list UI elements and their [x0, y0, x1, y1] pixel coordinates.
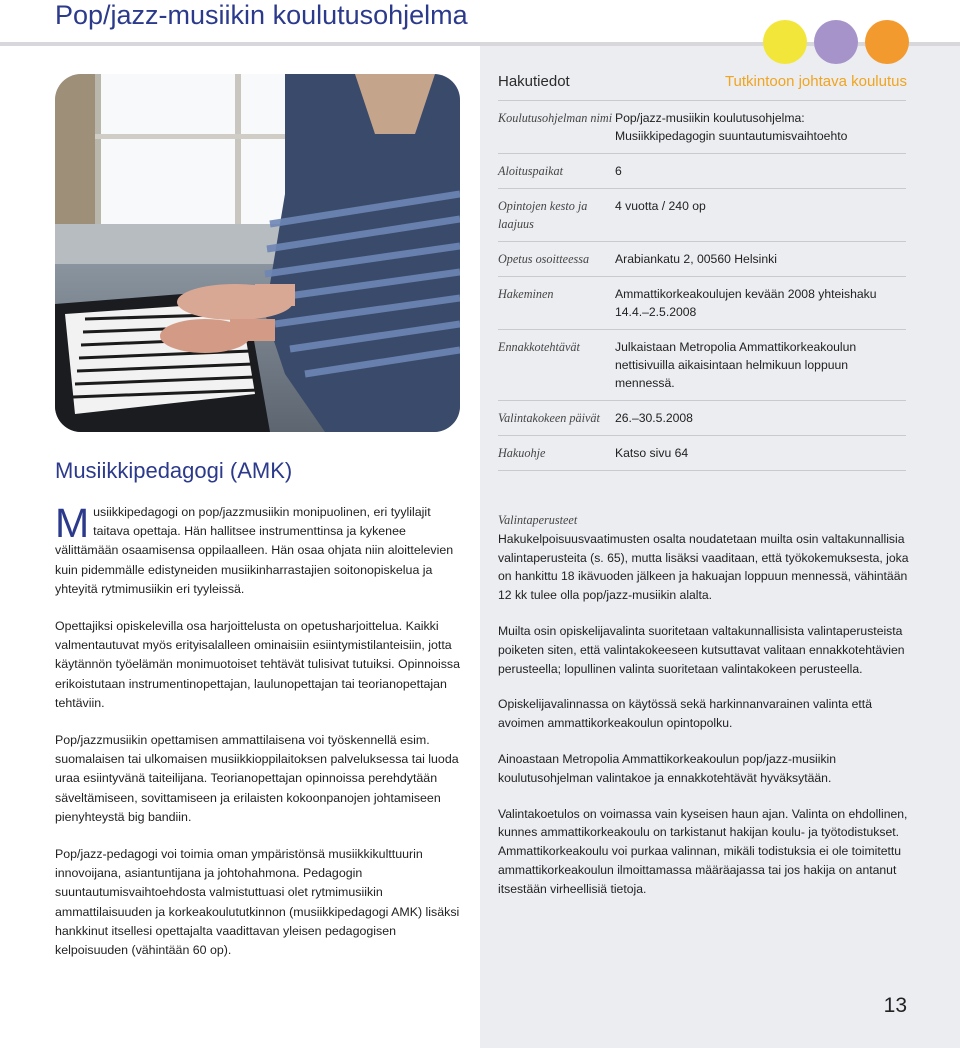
body-paragraph: Pop/jazz-pedagogi voi toimia oman ympäristönsä musiikkikulttuurin innovoijana, asiantuntijana ja johtohahmona. Pedagogin suuntautumisvaihtoehdosta valmistuttuasi olet rytmimusiikin ammattilaisuuden ja korkeakoulututkinnon (musiikkipedagogi AMK) lisäksi hankkinut itsellesi opettajalta vaadittavan yleisen pedagogisen kelpoisuuden (vähintään 60 op). [55, 847, 460, 958]
valintaperusteet-paragraph: Ainoastaan Metropolia Ammattikorkeakoulun pop/jazz-musiikin koulutusohjelman valintakoe ja ennakkotehtävät hyväksytään. [498, 751, 837, 785]
hakutiedot-subheading: Tutkintoon johtava koulutus [724, 73, 907, 90]
valintaperusteet-paragraph: Muilta osin opiskelijavalinta suoritetaan valtakunnallisista valintaperusteista poiketen siten, että valintakokeeseen kutsuttavat valitaan ennakkotehtävien perusteella; lopullinen valinta suoritetaan valintakokeen perusteella. [498, 623, 905, 676]
info-row [498, 276, 906, 329]
left-column-text [55, 500, 464, 978]
hakutiedot-table [498, 100, 906, 471]
info-key: Opetus osoitteessa [498, 252, 590, 266]
piano-photo-illustration [55, 74, 460, 432]
info-key: Opintojen kesto ja laajuus [498, 199, 588, 231]
valintaperusteet-paragraph: Opiskelijavalinnassa on käytössä sekä harkinnanvarainen valinta että avoimen ammattikorkeakoulun opintopolku. [498, 697, 872, 731]
info-row [498, 100, 906, 153]
info-key: Koulutusohjelman nimi [498, 111, 613, 125]
info-row [498, 153, 906, 188]
info-key: Valintakokeen päivät [498, 411, 600, 425]
info-value: 6 [615, 164, 622, 178]
body-paragraph: Opettajiksi opiskelevilla osa harjoittelusta on opetusharjoittelua. Kaikki valmentautuvat myös erityisalalleen ominaisiin esiintymistilanteisiin, jotta käytännön työelämän monimuotoiset tehtävät tulisivat tutuiksi. Opinnoissa erikoistutaan instrumentinopettajan, laulunopettajan tai teorianopettajan tehtäviin. [55, 619, 460, 710]
info-row [498, 241, 906, 276]
piano-photo [55, 74, 460, 432]
info-key: Hakeminen [498, 287, 554, 301]
page-title: Pop/jazz-musiikin koulutusohjelma [55, 0, 468, 30]
valintaperusteet-heading: Valintaperusteet [498, 513, 578, 527]
valintaperusteet-section [498, 511, 910, 916]
info-value: Arabiankatu 2, 00560 Helsinki [615, 252, 777, 266]
info-row [498, 188, 906, 241]
info-row [498, 329, 906, 400]
info-value: Julkaistaan Metropolia Ammattikorkeakoulun nettisivuilla aikaisintaan helmikuun loppuun mennessä. [615, 340, 857, 390]
valintaperusteet-paragraph: Valintakoetulos on voimassa vain kyseisen haun ajan. Valinta on ehdollinen, kunnes ammattikorkeakoulu on tarkistanut hakijan koulu- ja työtodistukset. Ammattikorkeakoulu voi purkaa valinnan, mikäli todistuksia ei ole toimitettu ammattikorkeakoulun ilmoittamassa määräajassa tai jos hakija on antanut itsestään virheellisiä tietoja. [498, 806, 908, 896]
info-key: Ennakkotehtävät [498, 340, 580, 354]
drop-cap: M [55, 500, 90, 546]
purple-dot [814, 20, 858, 64]
info-row [498, 400, 906, 435]
page-number: 13 [883, 994, 907, 1017]
info-row [498, 435, 906, 471]
hakutiedot-heading: Hakutiedot [498, 73, 570, 90]
info-value: Katso sivu 64 [615, 446, 689, 460]
info-value: 4 vuotta / 240 op [615, 199, 706, 213]
info-key: Aloituspaikat [498, 164, 563, 178]
yellow-dot [763, 20, 807, 64]
section-heading: Musiikkipedagogi (AMK) [55, 458, 293, 483]
info-value: Pop/jazz-musiikin koulutusohjelma: Musiikkipedagogin suuntautumisvaihtoehto [615, 111, 848, 143]
body-paragraph: Pop/jazzmusiikin opettamisen ammattilaisena voi työskennellä esim. suomalaisen tai ulkomaisen musiikkioppilaitoksen palveluksessa tai luoda uraa esiintyvänä taiteilijana. Teorianopettajan opinnoissa perehdytään säveltämiseen, sovittamiseen ja erilaisten kokoonpanojen johtamiseen pienyhteystä big bandiin. [55, 733, 459, 824]
intro-paragraph [55, 500, 464, 599]
info-value: 26.–30.5.2008 [615, 411, 693, 425]
info-key: Hakuohje [498, 446, 546, 460]
orange-dot [865, 20, 909, 64]
intro-text: usiikkipedagogi on pop/jazzmusiikin monipuolinen, eri tyylilajit taitava opettaja. Hän hallitsee instrumenttinsa ja kykenee välittämään osaamisensa oppilaalleen. Hän osaa ohjata niin aloittelevien kuin pidemmälle edistyneiden musiikinharrastajien soitonopiskelua ja yhteyitä rytmimusiikin eri tyyleissä. [55, 505, 454, 596]
valintaperusteet-paragraph: Hakukelpoisuusvaatimusten osalta noudatetaan muilta osin valtakunnallisia valintaperusteita (s. 65), mutta lisäksi vaaditaan, että työkokemuksesta, joka on hankittu 18 ikävuoden jälkeen ja hakuajan loppuun mennessä, vähintään 12 kk tulee olla pop/jazz-musiikin alalta. [498, 531, 909, 603]
info-value: Ammattikorkeakoulujen kevään 2008 yhteishaku 14.4.–2.5.2008 [615, 287, 877, 319]
